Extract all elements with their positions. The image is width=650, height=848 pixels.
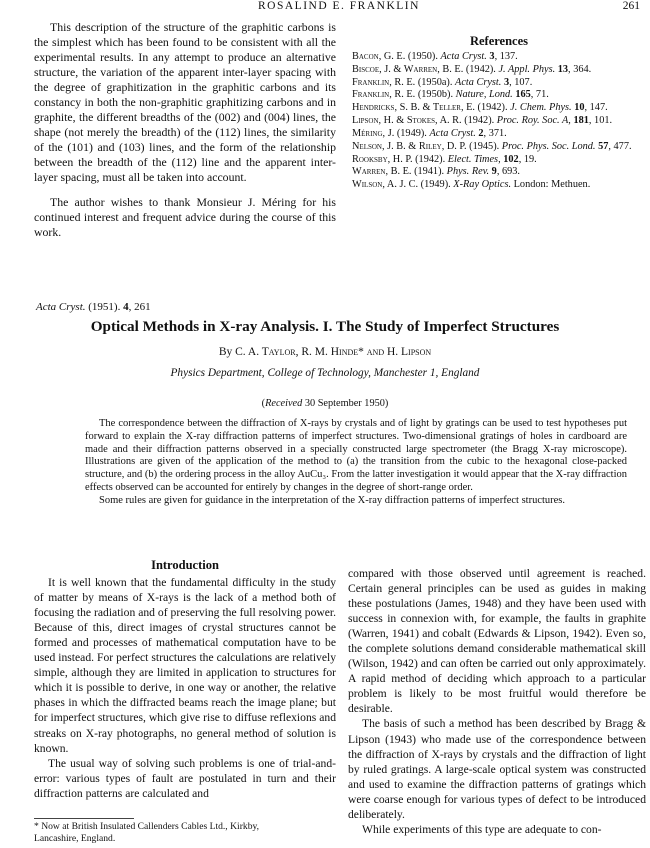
body-paragraph: It is well known that the fundamental difficulty in the study of matter by means of X-rays is the lack of a method both of focusing the radiation and of preserving the full resolving power. Because of this, direct images of crystal structures cannot be formed and processes of mathematical computation have to be used instead. For perfect structures the calculations are relatively simple, although they are limited in application to structures for which it is possible to derive, in one way or another, the relative phases in which the diffracted beams reach the image plane; but for imperfect structures, which give rise to diffuse reflexions and streaks on X-ray photographs, no general method of solution is known. <box>34 576 336 755</box>
reference-year: (1942). <box>477 102 508 114</box>
introduction-left-column <box>34 558 336 801</box>
reference-year: (1945). <box>469 140 500 152</box>
reference-item <box>352 51 646 64</box>
references-section <box>352 20 646 192</box>
reference-item <box>352 141 646 154</box>
reference-year: (1950). <box>407 50 438 62</box>
reference-volume: 10 <box>574 102 585 114</box>
reference-volume: 181 <box>573 115 589 127</box>
reference-item <box>352 64 646 77</box>
reference-year: (1942). <box>464 115 495 127</box>
previous-article-conclusion <box>34 20 336 240</box>
reference-pages: , 364. <box>568 63 592 75</box>
reference-pages: , 137. <box>494 50 518 62</box>
abstract-paragraph: Some rules are given for guidance in the interpretation of the X-ray diffraction patterns of imperfect structures. <box>99 494 566 506</box>
reference-authors: Warren, B. E. <box>352 166 412 178</box>
reference-pages: , 107. <box>509 76 533 88</box>
reference-journal: Elect. Times, <box>447 153 501 165</box>
received-label: Received <box>265 398 303 409</box>
footnote-line: Lancashire, England. <box>34 832 116 844</box>
reference-journal: Acta Cryst. <box>455 76 502 88</box>
reference-year: (1950a). <box>417 76 453 88</box>
received-value: 30 September 1950) <box>302 398 389 409</box>
references-heading: References <box>469 34 529 48</box>
references-list <box>352 51 646 192</box>
reference-journal: Phys. Rev. <box>446 166 490 178</box>
reference-journal: Nature, Lond. <box>455 89 513 101</box>
reference-authors: Franklin, R. E. <box>352 89 416 101</box>
introduction-right-column <box>348 566 646 837</box>
reference-volume: 3 <box>503 76 510 88</box>
reference-pages: , 147. <box>584 102 608 114</box>
body-paragraph: This description of the structure of the graphitic carbons is the simplest which has been found to be consistent with all the experimental results. In any attempt to produce an alternative structure, the variation of the apparent inter-layer spacing with the degree of graphitization in the graphitic carbons and its constancy in both the non-graphitic graphitizing carbons and in graphite, the different breadths of the (002) and (004) lines, the shape (not merely the breadth) of the (112) lines, the similarity of the (101) and (103) lines, and the form of the relationship between the breadth of the (112) line and the apparent inter-layer spacing, must all be taken into account. <box>34 20 336 185</box>
running-header <box>0 0 650 14</box>
byline-prefix: By <box>218 346 236 358</box>
reference-authors: Nelson, J. B. & Riley, D. P. <box>352 140 467 152</box>
reference-authors: Rooksby, H. P. <box>352 153 413 165</box>
citation-year: (1951). <box>88 301 121 313</box>
author-names: C. A. Taylor, R. M. Hinde* and H. Lipson <box>235 346 432 358</box>
reference-item <box>352 77 646 90</box>
article-citation <box>36 301 151 313</box>
reference-year: (1942). <box>465 63 496 75</box>
reference-volume: 57 <box>598 140 609 152</box>
reference-item <box>352 154 646 167</box>
reference-authors: Lipson, H. & Stokes, A. R. <box>352 115 462 127</box>
citation-journal: Acta Cryst. <box>36 301 86 313</box>
introduction-heading: Introduction <box>151 558 219 572</box>
reference-pages: , 101. <box>588 115 613 127</box>
reference-year: (1941). <box>414 166 445 178</box>
reference-year: (1949). <box>420 179 451 191</box>
reference-pages: , 19. <box>518 153 537 165</box>
reference-authors: Méring, J. <box>352 127 395 139</box>
author-byline <box>0 346 650 358</box>
body-paragraph: The usual way of solving such problems is one of trial-and-error: various types of fault are postulated in turn and their diffraction patterns are calculated and <box>34 756 336 800</box>
abstract <box>85 418 627 508</box>
reference-journal: J. Appl. Phys. <box>498 63 556 75</box>
reference-year: (1950b). <box>417 89 454 101</box>
reference-journal: Proc. Roy. Soc. A, <box>496 115 571 127</box>
abstract-paragraph: The correspondence between the diffraction of X-rays by crystals and of light by gratings can be used to test hypotheses put forward to explain the X-ray diffraction patterns of imperfect structures. Two-dimensional gratings of holes in cardboard are made and their diffraction patterns observed in a specially constructed large spectrometer (the Bragg X-ray microscope). Illustrations are given of the application of the method to (a) the transition from the cubic to the hexagonal close-packed structure, and (b) the ordering process in the alloy AuCu₃. From the latter investigation it would appear that the X-ray diffraction effects observed can be accounted for entirely by changes in the degree of short-range order. <box>85 418 627 493</box>
article-title: Optical Methods in X-ray Analysis. I. The Study of Imperfect Structures <box>90 318 560 335</box>
reference-item <box>352 89 646 102</box>
reference-journal: X-Ray Optics. <box>453 179 512 191</box>
reference-year: (1942). <box>415 153 446 165</box>
footnote-divider <box>34 818 134 819</box>
citation-volume: 4 <box>123 301 129 313</box>
reference-item <box>352 115 646 128</box>
acknowledgement-paragraph: The author wishes to thank Monsieur J. Méring for his continued interest and frequent advice during the course of this work. <box>34 194 336 239</box>
body-paragraph: While experiments of this type are adequate to con- <box>362 822 602 836</box>
footnote-line: * Now at British Insulated Callenders Cables Ltd., Kirkby, <box>34 821 260 832</box>
body-paragraph: The basis of such a method has been described by Bragg & Lipson (1943) who made use of the correspondence between the diffraction of X-rays by crystals and the diffraction of light by ruled gratings. A large-scale optical system was constructed and used to examine the diffraction patterns of gratings which were coarse enough for various types of defect to be introduced deliberately. <box>348 717 646 821</box>
reference-pages: , 371. <box>483 127 507 139</box>
reference-authors: Bacon, G. E. <box>352 50 406 62</box>
reference-authors: Biscoe, J. & Warren, B. E. <box>352 63 464 75</box>
footnote <box>34 821 336 845</box>
reference-journal: J. Chem. Phys. <box>510 102 572 114</box>
reference-item <box>352 102 646 115</box>
citation-page: , 261 <box>128 301 151 313</box>
reference-volume: 102 <box>503 153 519 165</box>
body-paragraph: compared with those observed until agreement is reached. Certain general principles can be used as guides in making these postulations (James, 1948) and they have been used with success in connexion with, for example, the faults in graphite (Warren, 1941) and cobalt (Edwards & Lipson, 1942). Even so, the complete solutions demand considerable mathematical skill (Wilson, 1942) and can often be carried out only approximately. A rapid method of deciding which approach to a particular problem is likely to be most fruitful would therefore be desirable. <box>348 567 646 716</box>
reference-pages: , 71. <box>530 89 549 101</box>
reference-volume: 9 <box>491 166 497 178</box>
reference-journal: Acta Cryst. <box>429 127 476 139</box>
reference-authors: Franklin, R. E. <box>352 76 416 88</box>
reference-authors: Wilson, A. J. C. <box>352 179 419 191</box>
reference-journal: Proc. Phys. Soc. Lond. <box>501 140 596 152</box>
reference-journal: Acta Cryst. <box>440 50 487 62</box>
reference-volume: 165 <box>515 89 531 101</box>
reference-item <box>352 166 646 179</box>
reference-pages: , 477. <box>608 140 632 152</box>
reference-pages: London: Methuen. <box>513 179 591 191</box>
reference-item <box>352 179 646 192</box>
page-number: 261 <box>622 0 640 12</box>
reference-volume: 13 <box>557 63 569 75</box>
received-date <box>0 398 650 409</box>
running-header-author: ROSALIND E. FRANKLIN <box>258 0 420 12</box>
reference-authors: Hendricks, S. B. & Teller, E. <box>352 102 475 114</box>
reference-pages: , 693. <box>496 166 520 178</box>
reference-volume: 3 <box>489 50 495 62</box>
reference-item <box>352 128 646 141</box>
reference-volume: 2 <box>478 127 484 139</box>
affiliation: Physics Department, College of Technology, Manchester 1, England <box>170 367 480 379</box>
received-open: ( <box>261 398 266 409</box>
reference-year: (1949). <box>396 127 427 139</box>
